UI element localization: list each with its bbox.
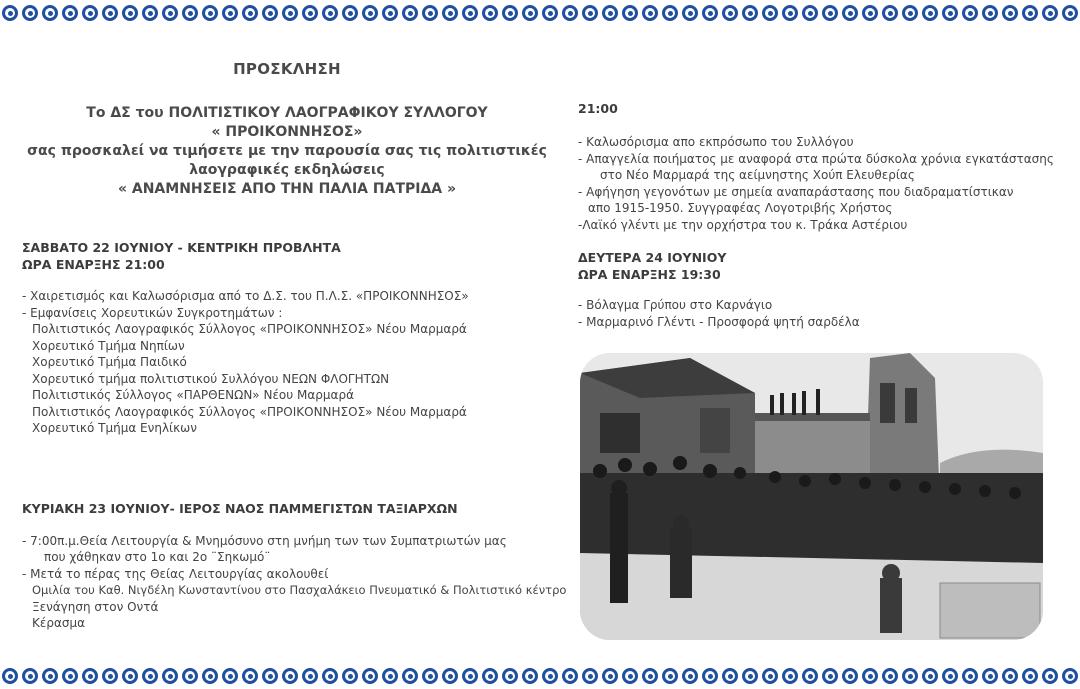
wave-spiral-icon: [1002, 668, 1018, 684]
wave-spiral-icon: [242, 668, 258, 684]
wave-spiral-icon: [442, 5, 458, 21]
wave-spiral-icon: [2, 5, 18, 21]
wave-spiral-icon: [142, 668, 158, 684]
wave-spiral-icon: [822, 668, 838, 684]
wave-spiral-icon: [742, 668, 758, 684]
wave-spiral-icon: [102, 668, 118, 684]
monday-start-time: ΩΡΑ ΕΝΑΡΞΗΣ 19:30: [578, 267, 721, 282]
wave-spiral-icon: [762, 5, 778, 21]
sunday-item: που χάθηκαν στο 1ο και 2ο ¨Σηκωμό¨: [44, 550, 271, 564]
wave-spiral-icon: [42, 668, 58, 684]
wave-spiral-icon: [642, 5, 658, 21]
saturday-item: Χορευτικό τμήμα πολιτιστικού Συλλόγου ΝΕΩΝ ΦΛΟΓΗΤΩΝ: [32, 371, 390, 386]
wave-spiral-icon: [342, 5, 358, 21]
evening-item: - Καλωσόρισμα απο εκπρόσωπο του Συλλόγου: [578, 135, 854, 149]
wave-spiral-icon: [82, 5, 98, 21]
sunday-item: Ομιλία του Καθ. Νιγδέλη Κωνσταντίνου στο Πασχαλάκειο Πνευματικό & Πολιτιστικό κέντρο: [32, 583, 567, 597]
wave-spiral-icon: [922, 5, 938, 21]
saturday-item: Πολιτιστικός Σύλλογος «ΠΑΡΘΕΝΩΝ» Νέου Μαρμαρά: [32, 388, 354, 402]
intro-line: λαογραφικές εκδηλώσεις: [189, 162, 385, 178]
wave-spiral-icon: [222, 5, 238, 21]
sunday-item: Κέρασμα: [32, 616, 86, 630]
wave-spiral-icon: [442, 668, 458, 684]
saturday-item: - Εμφανίσεις Χορευτικών Συγκροτημάτων :: [22, 305, 283, 320]
page-title: ΠΡΟΣΚΛΗΣΗ: [233, 60, 341, 78]
wave-spiral-icon: [822, 5, 838, 21]
wave-spiral-icon: [802, 5, 818, 21]
saturday-start-time: ΩΡΑ ΕΝΑΡΞΗΣ 21:00: [22, 257, 165, 272]
wave-spiral-icon: [302, 5, 318, 21]
wave-spiral-icon: [222, 668, 238, 684]
wave-spiral-icon: [662, 5, 678, 21]
wave-spiral-icon: [122, 5, 138, 21]
sunday-heading: ΚΥΡΙΑΚΗ 23 ΙΟΥΝΙΟΥ- ΙΕΡΟΣ ΝΑΟΣ ΠΑΜΜΕΓΙΣΤΩΝ ΤΑΞΙΑΡΧΩΝ: [22, 500, 458, 516]
wave-spiral-icon: [1022, 5, 1038, 21]
wave-spiral-icon: [162, 668, 178, 684]
wave-spiral-icon: [842, 5, 858, 21]
wave-spiral-icon: [302, 668, 318, 684]
wave-spiral-icon: [562, 5, 578, 21]
wave-spiral-icon: [682, 5, 698, 21]
wave-spiral-icon: [162, 5, 178, 21]
historical-photo: [580, 353, 1043, 640]
top-decorative-border: [0, 0, 1080, 26]
saturday-heading: ΣΑΒΒΑΤΟ 22 ΙΟΥΝΙΟΥ - ΚΕΝΤΡΙΚΗ ΠΡΟΒΛΗΤΑ: [22, 240, 341, 255]
wave-spiral-icon: [582, 668, 598, 684]
monday-item: - Μαρμαρινό Γλέντι - Προσφορά ψητή σαρδέλα: [578, 314, 860, 329]
wave-spiral-icon: [962, 5, 978, 21]
wave-spiral-icon: [82, 668, 98, 684]
wave-spiral-icon: [522, 5, 538, 21]
intro-line: σας προσκαλεί να τιμήσετε με την παρουσία σας τις πολιτιστικές: [27, 143, 547, 159]
saturday-continuation-time: 21:00: [578, 101, 618, 116]
wave-spiral-icon: [722, 5, 738, 21]
wave-spiral-icon: [582, 5, 598, 21]
wave-spiral-icon: [182, 5, 198, 21]
wave-spiral-icon: [602, 668, 618, 684]
wave-spiral-icon: [902, 5, 918, 21]
wave-spiral-icon: [522, 668, 538, 684]
wave-spiral-icon: [322, 5, 338, 21]
wave-spiral-icon: [622, 5, 638, 21]
wave-spiral-icon: [22, 5, 38, 21]
wave-spiral-icon: [402, 668, 418, 684]
wave-spiral-icon: [1022, 668, 1038, 684]
wave-spiral-icon: [382, 5, 398, 21]
evening-item: - Αφήγηση γεγονότων με σημεία αναπαράστασης που διαδραματίστικαν: [578, 184, 1014, 199]
wave-spiral-icon: [702, 668, 718, 684]
saturday-item: - Χαιρετισμός και Καλωσόρισμα από το Δ.Σ. του Π.Λ.Σ. «ΠΡΟΙΚΟΝΝΗΣΟΣ»: [22, 289, 469, 303]
wave-spiral-icon: [282, 668, 298, 684]
wave-spiral-icon: [862, 5, 878, 21]
wave-spiral-icon: [1062, 5, 1078, 21]
intro-line: « ΑΝΑΜΝΗΣΕΙΣ ΑΠΟ ΤΗΝ ΠΑΛΙΑ ΠΑΤΡΙΔΑ »: [117, 181, 457, 197]
wave-spiral-icon: [662, 668, 678, 684]
wave-spiral-icon: [62, 668, 78, 684]
wave-spiral-icon: [122, 668, 138, 684]
wave-spiral-icon: [262, 668, 278, 684]
wave-spiral-icon: [862, 668, 878, 684]
wave-spiral-icon: [142, 5, 158, 21]
wave-spiral-icon: [782, 668, 798, 684]
wave-spiral-icon: [602, 5, 618, 21]
wave-spiral-icon: [982, 668, 998, 684]
sunday-item: - 7:00π.μ.Θεία Λειτουργία & Μνημόσυνο στη μνήμη των των Συμπατριωτών μας: [22, 533, 507, 548]
wave-spiral-icon: [342, 668, 358, 684]
wave-spiral-icon: [202, 668, 218, 684]
wave-spiral-icon: [282, 5, 298, 21]
wave-spiral-icon: [422, 5, 438, 21]
wave-spiral-icon: [622, 668, 638, 684]
wave-spiral-icon: [722, 668, 738, 684]
intro-line: « ΠΡΟΙΚΟΝΝΗΣΟΣ»: [211, 124, 363, 140]
monday-item: - Βόλαγμα Γρύπου στο Καρνάγιο: [578, 298, 773, 312]
wave-spiral-icon: [242, 5, 258, 21]
wave-spiral-icon: [762, 668, 778, 684]
left-column: [22, 60, 567, 632]
invitation-intro: [22, 104, 552, 199]
saturday-item: Χορευτικό Τμήμα Παιδικό: [32, 355, 187, 369]
wave-spiral-icon: [882, 668, 898, 684]
wave-spiral-icon: [422, 668, 438, 684]
wave-spiral-icon: [702, 5, 718, 21]
evening-item: στο Νέο Μαρμαρά της αείμνηστης Χούπ Ελευθερίας: [600, 168, 915, 182]
wave-spiral-icon: [642, 668, 658, 684]
saturday-item: Χορευτικό Τμήμα Ενηλίκων: [32, 421, 197, 435]
wave-spiral-icon: [42, 5, 58, 21]
wave-spiral-icon: [942, 668, 958, 684]
wave-spiral-icon: [362, 668, 378, 684]
wave-spiral-icon: [1042, 5, 1058, 21]
wave-spiral-icon: [382, 668, 398, 684]
wave-spiral-icon: [262, 5, 278, 21]
wave-spiral-icon: [682, 668, 698, 684]
historical-photo-illustration: [580, 353, 1043, 640]
wave-spiral-icon: [1062, 668, 1078, 684]
saturday-item: Πολιτιστικός Λαογραφικός Σύλλογος «ΠΡΟΙΚΟΝΝΗΣΟΣ» Νέου Μαρμαρά: [32, 322, 467, 336]
saturday-item: Χορευτικό Τμήμα Νηπίων: [32, 338, 185, 353]
wave-spiral-icon: [182, 668, 198, 684]
wave-spiral-icon: [322, 668, 338, 684]
wave-spiral-icon: [502, 668, 518, 684]
wave-spiral-icon: [982, 5, 998, 21]
wave-spiral-icon: [962, 668, 978, 684]
evening-item: -Λαϊκό γλέντι με την ορχήστρα του κ. Τράκα Αστέριου: [578, 217, 908, 232]
wave-spiral-icon: [62, 5, 78, 21]
wave-spiral-icon: [802, 668, 818, 684]
evening-item: - Απαγγελία ποιήματος με αναφορά στα πρώτα δύσκολα χρόνια εγκατάστασης: [578, 151, 1054, 166]
wave-spiral-icon: [462, 5, 478, 21]
wave-spiral-icon: [542, 668, 558, 684]
wave-spiral-icon: [922, 668, 938, 684]
wave-spiral-icon: [482, 5, 498, 21]
wave-spiral-icon: [482, 668, 498, 684]
wave-spiral-icon: [102, 5, 118, 21]
wave-spiral-icon: [202, 5, 218, 21]
wave-spiral-icon: [362, 5, 378, 21]
wave-spiral-icon: [402, 5, 418, 21]
saturday-item: Πολιτιστικός Λαογραφικός Σύλλογος «ΠΡΟΙΚΟΝΝΗΣΟΣ» Νέου Μαρμαρά: [32, 404, 467, 419]
wave-spiral-icon: [22, 668, 38, 684]
wave-spiral-icon: [882, 5, 898, 21]
wave-spiral-icon: [2, 668, 18, 684]
wave-spiral-icon: [502, 5, 518, 21]
wave-spiral-icon: [902, 668, 918, 684]
intro-line: Το ΔΣ του ΠΟΛΙΤΙΣΤΙΚΟΥ ΛΑΟΓΡΑΦΙΚΟΥ ΣΥΛΛΟΓΟΥ: [86, 105, 488, 121]
evening-item: απο 1915-1950. Συγγραφέας Λογοτριβής Χρήστος: [588, 201, 893, 215]
monday-heading: ΔΕΥΤΕΡΑ 24 ΙΟΥΝΙΟΥ: [578, 250, 727, 265]
wave-spiral-icon: [842, 668, 858, 684]
right-column: [578, 100, 1058, 330]
wave-spiral-icon: [942, 5, 958, 21]
wave-spiral-icon: [782, 5, 798, 21]
wave-spiral-icon: [1042, 668, 1058, 684]
bottom-decorative-border: [0, 663, 1080, 689]
wave-spiral-icon: [542, 5, 558, 21]
sunday-item: - Μετά το πέρας της Θείας Λειτουργίας ακολουθεί: [22, 566, 329, 581]
wave-spiral-icon: [562, 668, 578, 684]
wave-spiral-icon: [1002, 5, 1018, 21]
wave-spiral-icon: [742, 5, 758, 21]
wave-spiral-icon: [462, 668, 478, 684]
sunday-item: Ξενάγηση στον Οντά: [32, 599, 159, 614]
